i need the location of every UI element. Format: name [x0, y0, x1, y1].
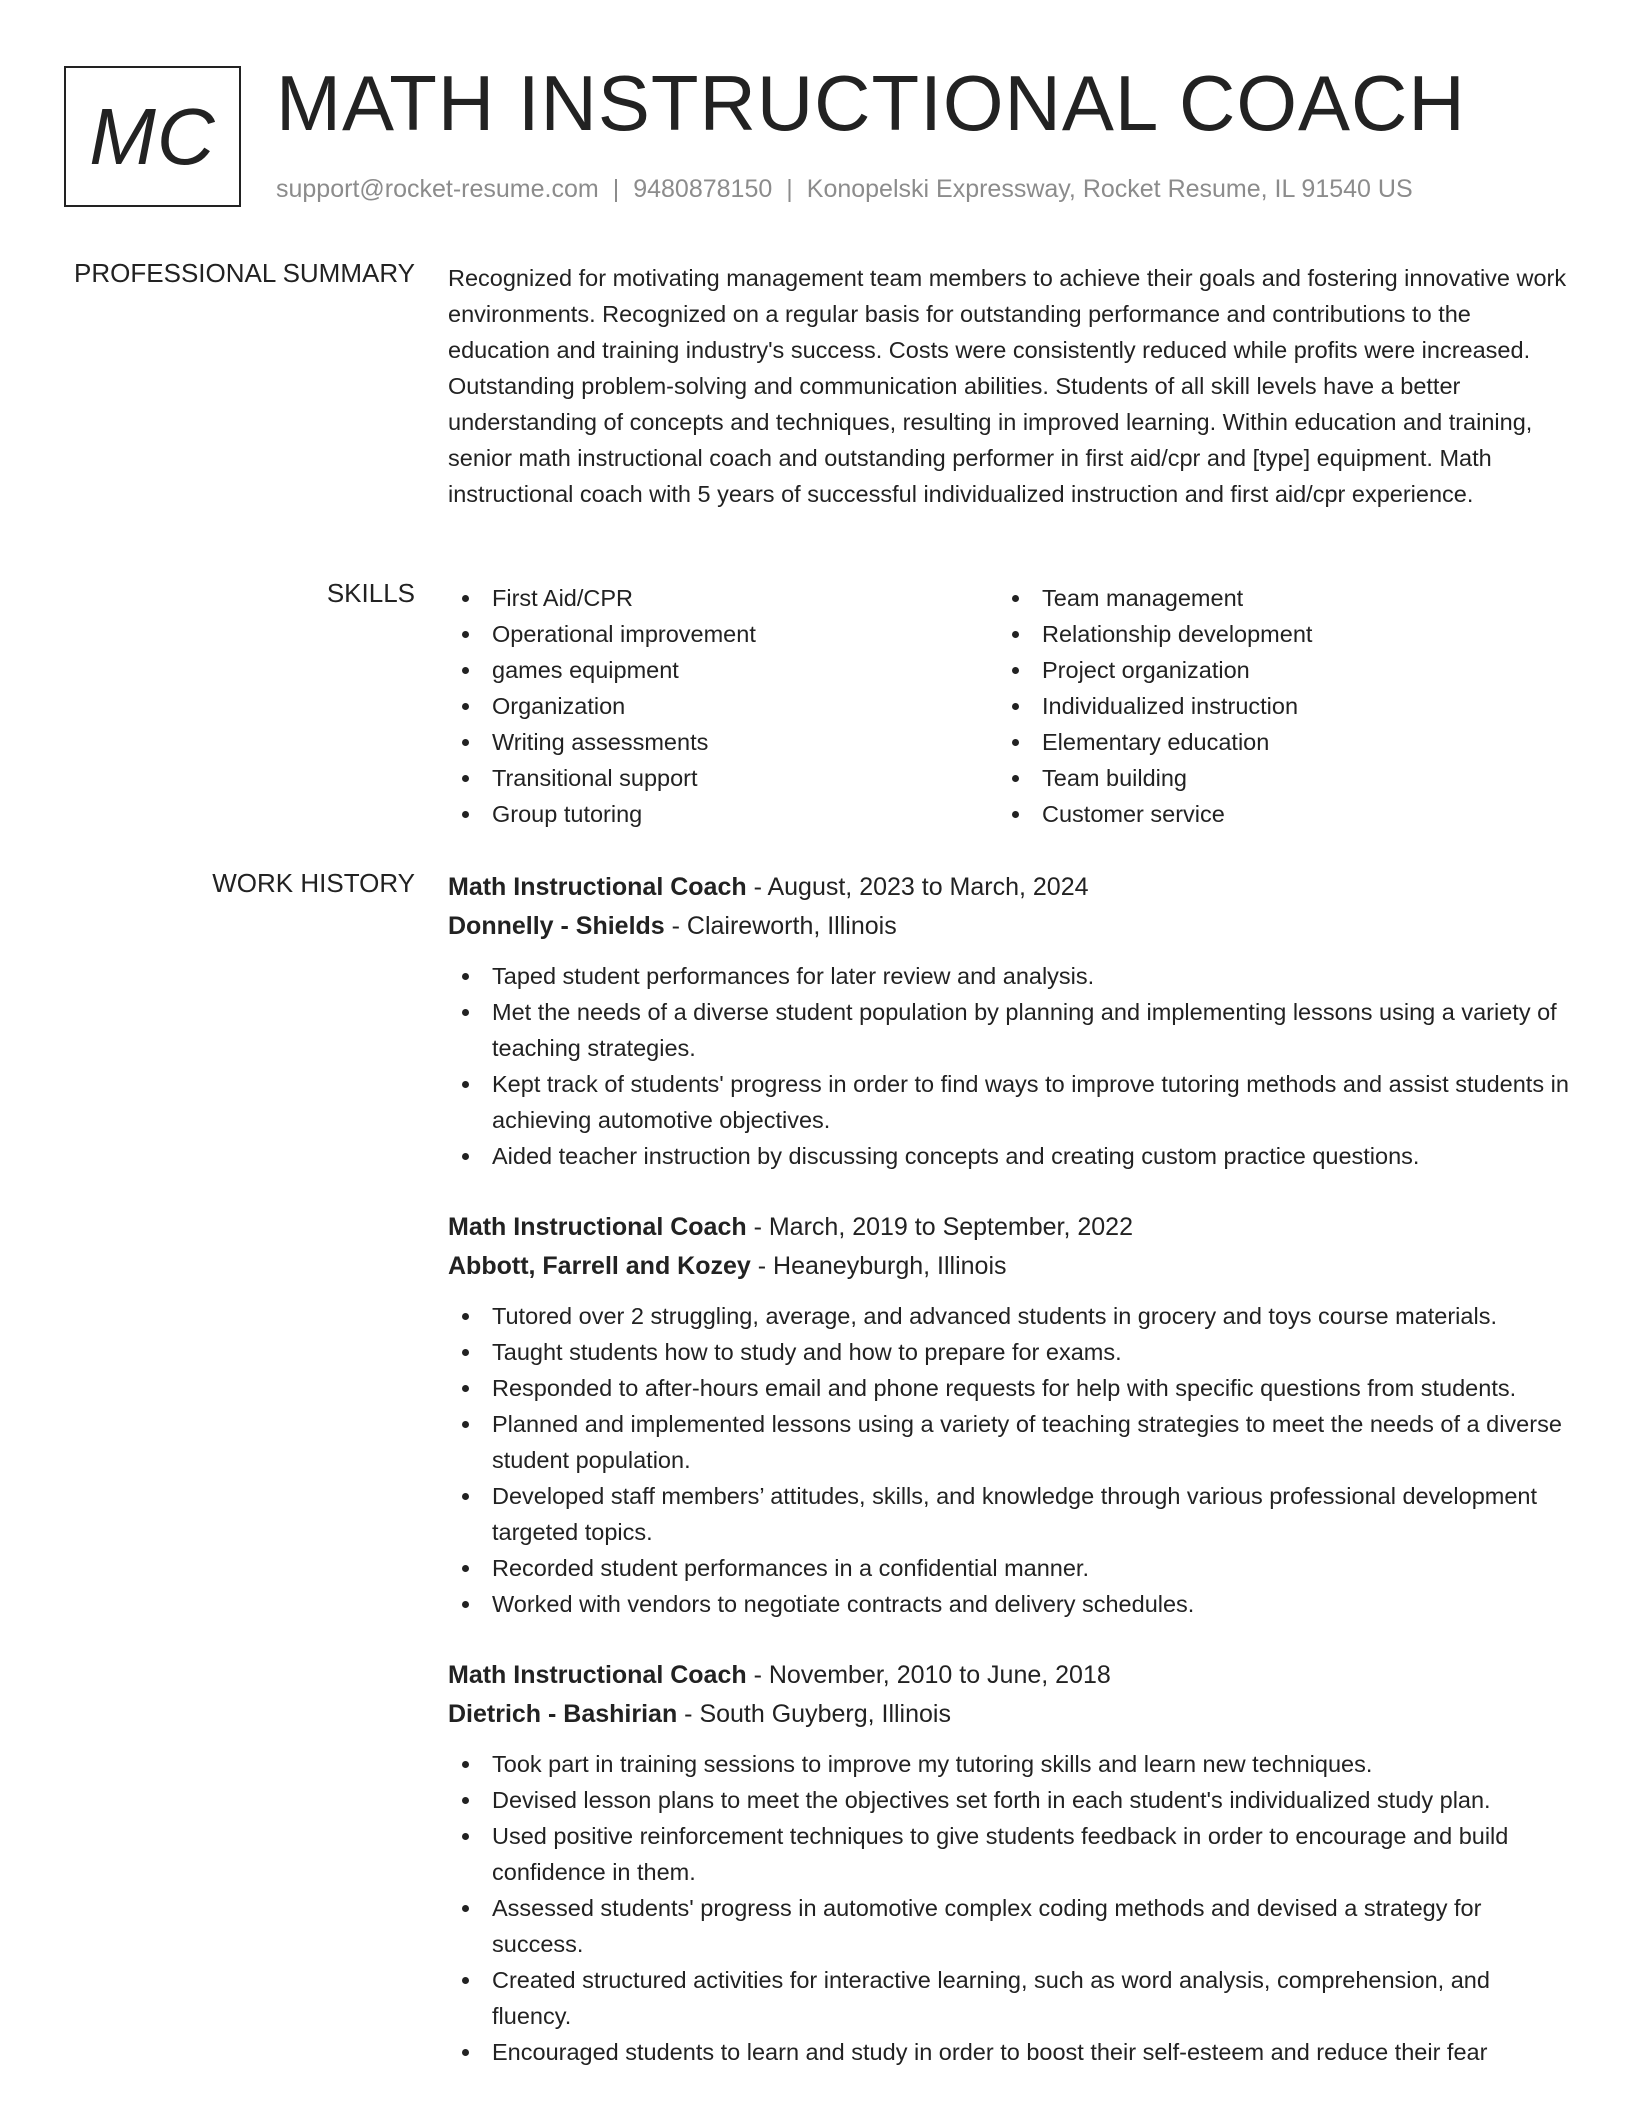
bullet-dot-icon: [1012, 595, 1019, 602]
bullet-dot-icon: [462, 1833, 469, 1840]
skill-item: [998, 688, 1548, 724]
skill-item-text: Writing assessments: [492, 729, 709, 755]
job-duty-item: [448, 1962, 1572, 2034]
skill-item: [448, 580, 998, 616]
job-duty-item-text: Assessed students' progress in automotive complex coding methods and devised a strategy for success.: [492, 1895, 1482, 1957]
job-duty-item: [448, 1138, 1572, 1174]
job-duty-item: [448, 1818, 1572, 1890]
job-entry: [448, 1208, 1572, 1622]
skill-item-text: Team building: [1042, 765, 1188, 791]
skills-heading: SKILLS: [326, 578, 415, 608]
job-dates: - November, 2010 to June, 2018: [746, 1661, 1111, 1689]
bullet-dot-icon: [462, 811, 469, 818]
job-duty-item-text: Devised lesson plans to meet the objectives set forth in each student's individualized study plan.: [492, 1787, 1491, 1813]
bullet-dot-icon: [462, 1421, 469, 1428]
bullet-dot-icon: [462, 1313, 469, 1320]
bullet-dot-icon: [462, 703, 469, 710]
job-dates: - August, 2023 to March, 2024: [746, 873, 1089, 901]
job-duty-item: [448, 1586, 1572, 1622]
skill-item-text: Individualized instruction: [1042, 693, 1299, 719]
bullet-dot-icon: [462, 1797, 469, 1804]
job-title-line: [448, 868, 1572, 907]
skill-item-text: Group tutoring: [492, 801, 643, 827]
job-title-line: [448, 1656, 1572, 1695]
bullet-dot-icon: [1012, 811, 1019, 818]
skill-item-text: Elementary education: [1042, 729, 1270, 755]
job-duty-item-text: Taught students how to study and how to prepare for exams.: [492, 1339, 1122, 1365]
bullet-dot-icon: [462, 1081, 469, 1088]
skill-item-text: Transitional support: [492, 765, 698, 791]
bullet-dot-icon: [462, 775, 469, 782]
bullet-dot-icon: [462, 1493, 469, 1500]
job-duty-item: [448, 1406, 1572, 1478]
job-title: Math Instructional Coach: [448, 1213, 747, 1241]
skill-item-text: First Aid/CPR: [492, 585, 634, 611]
job-duty-item: [448, 1334, 1572, 1370]
bullet-dot-icon: [462, 1601, 469, 1608]
job-duty-item-text: Tutored over 2 struggling, average, and advanced students in grocery and toys course materials.: [492, 1303, 1497, 1329]
job-duty-item: [448, 994, 1572, 1066]
work-history-heading: WORK HISTORY: [212, 868, 415, 898]
bullet-dot-icon: [462, 1009, 469, 1016]
job-company: Donnelly - Shields: [448, 912, 665, 940]
job-duties-list: [448, 1298, 1572, 1622]
job-duty-item-text: Took part in training sessions to improve my tutoring skills and learn new techniques.: [492, 1751, 1373, 1777]
skill-item: [998, 796, 1548, 832]
bullet-dot-icon: [462, 1565, 469, 1572]
bullet-dot-icon: [462, 667, 469, 674]
job-company: Abbott, Farrell and Kozey: [448, 1252, 751, 1280]
bullet-dot-icon: [462, 1153, 469, 1160]
bullet-dot-icon: [462, 631, 469, 638]
job-duty-item: [448, 1782, 1572, 1818]
bullet-dot-icon: [1012, 667, 1019, 674]
skill-item-text: Project organization: [1042, 657, 1250, 683]
skill-item: [998, 724, 1548, 760]
job-company-line: [448, 1247, 1572, 1286]
job-dates: - March, 2019 to September, 2022: [746, 1213, 1133, 1241]
contact-separator: |: [786, 175, 793, 203]
skills-list-left: [448, 580, 998, 832]
bullet-dot-icon: [462, 973, 469, 980]
job-location: - Claireworth, Illinois: [664, 912, 897, 940]
bullet-dot-icon: [1012, 739, 1019, 746]
skills-list-right: [998, 580, 1548, 832]
job-duty-item-text: Developed staff members’ attitudes, skills, and knowledge through various professional development targeted topics.: [492, 1483, 1538, 1545]
contact-phone: 9480878150: [633, 175, 773, 203]
skill-item: [448, 724, 998, 760]
bullet-dot-icon: [1012, 703, 1019, 710]
job-title: Math Instructional Coach: [448, 1661, 747, 1689]
jobs-list: [448, 868, 1572, 2104]
resume-title: MATH INSTRUCTIONAL COACH: [276, 59, 1466, 147]
bullet-dot-icon: [462, 739, 469, 746]
skill-item-text: games equipment: [492, 657, 679, 683]
job-company: Dietrich - Bashirian: [448, 1700, 678, 1728]
job-company-line: [448, 907, 1572, 946]
job-duty-item-text: Recorded student performances in a confidential manner.: [492, 1555, 1089, 1581]
job-entry: [448, 868, 1572, 1174]
job-title: Math Instructional Coach: [448, 873, 747, 901]
skill-item: [998, 760, 1548, 796]
skill-item: [448, 616, 998, 652]
bullet-dot-icon: [462, 2049, 469, 2056]
job-location: - South Guyberg, Illinois: [677, 1700, 951, 1728]
skill-item-text: Operational improvement: [492, 621, 756, 647]
job-duty-item: [448, 2034, 1572, 2070]
bullet-dot-icon: [462, 1385, 469, 1392]
job-title-line: [448, 1208, 1572, 1247]
job-duty-item: [448, 1550, 1572, 1586]
skill-item: [998, 652, 1548, 688]
job-company-line: [448, 1695, 1572, 1734]
job-duties-list: [448, 1746, 1572, 2070]
job-duty-item: [448, 1746, 1572, 1782]
bullet-dot-icon: [1012, 631, 1019, 638]
skill-item: [998, 616, 1548, 652]
skill-item-text: Customer service: [1042, 801, 1225, 827]
skill-item-text: Relationship development: [1042, 621, 1313, 647]
skill-item-text: Team management: [1042, 585, 1244, 611]
job-duty-item-text: Kept track of students' progress in order to find ways to improve tutoring methods and assist students in achieving automotive objectives.: [492, 1071, 1569, 1133]
job-duty-item: [448, 958, 1572, 994]
skill-item: [998, 580, 1548, 616]
contact-email: support@rocket-resume.com: [276, 175, 599, 203]
contact-separator: |: [612, 175, 620, 203]
job-duty-item-text: Aided teacher instruction by discussing concepts and creating custom practice questions.: [492, 1143, 1420, 1169]
job-duty-item-text: Met the needs of a diverse student population by planning and implementing lessons using a variety of teaching strategies.: [492, 999, 1557, 1061]
summary-heading: PROFESSIONAL SUMMARY: [74, 258, 415, 288]
monogram-logo: MC: [64, 66, 241, 207]
job-location: - Heaneyburgh, Illinois: [750, 1252, 1007, 1280]
job-duty-item: [448, 1066, 1572, 1138]
bullet-dot-icon: [462, 1349, 469, 1356]
job-duty-item-text: Worked with vendors to negotiate contracts and delivery schedules.: [492, 1591, 1195, 1617]
bullet-dot-icon: [462, 1905, 469, 1912]
job-duty-item-text: Taped student performances for later review and analysis.: [492, 963, 1095, 989]
job-duties-list: [448, 958, 1572, 1174]
job-duty-item: [448, 1298, 1572, 1334]
contact-line: [276, 175, 1413, 204]
job-duty-item-text: Created structured activities for interactive learning, such as word analysis, comprehension, and fluency.: [492, 1967, 1490, 2029]
bullet-dot-icon: [1012, 775, 1019, 782]
job-duty-item-text: Used positive reinforcement techniques to give students feedback in order to encourage and build confidence in them.: [492, 1823, 1509, 1885]
bullet-dot-icon: [462, 1761, 469, 1768]
skill-item: [448, 652, 998, 688]
job-duty-item-text: Encouraged students to learn and study in order to boost their self-esteem and reduce their fear: [492, 2039, 1488, 2065]
job-duty-item: [448, 1478, 1572, 1550]
job-entry: [448, 1656, 1572, 2070]
skill-item-text: Organization: [492, 693, 626, 719]
contact-address: Konopelski Expressway, Rocket Resume, IL 91540 US: [806, 175, 1413, 203]
skill-item: [448, 760, 998, 796]
summary-text: Recognized for motivating management team members to achieve their goals and fostering innovative work environments. Recognized on a regular basis for outstanding performance and contributions to the education and training industry's success. Costs were consistently reduced while profits were increased. Outstanding problem-solving and communication abilities. Students of all skill levels have a better understanding of concepts and techniques, resulting in improved learning. Within education and training, senior math instructional coach and outstanding performer in first aid/cpr and [type] equipment. Math instructional coach with 5 years of successful individualized instruction and first aid/cpr experience.: [448, 265, 1567, 507]
skill-item: [448, 688, 998, 724]
bullet-dot-icon: [462, 1977, 469, 1984]
bullet-dot-icon: [462, 595, 469, 602]
skill-item: [448, 796, 998, 832]
job-duty-item-text: Responded to after-hours email and phone requests for help with specific questions from students.: [492, 1375, 1517, 1401]
job-duty-item-text: Planned and implemented lessons using a variety of teaching strategies to meet the needs of a diverse student population.: [492, 1411, 1562, 1473]
job-duty-item: [448, 1890, 1572, 1962]
job-duty-item: [448, 1370, 1572, 1406]
